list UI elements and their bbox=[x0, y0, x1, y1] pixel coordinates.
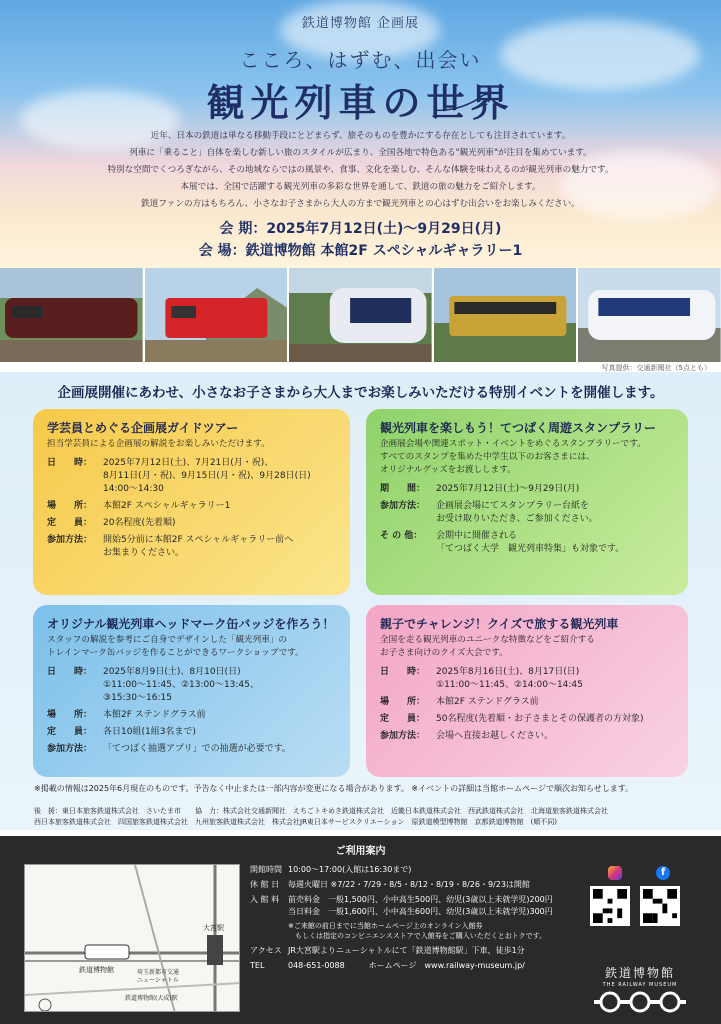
event-row bbox=[47, 709, 336, 722]
info-row bbox=[250, 960, 560, 972]
map-label-museum: 鉄道博物館 bbox=[79, 966, 114, 974]
website-link[interactable]: www.railway-museum.jp/ bbox=[424, 961, 525, 970]
exhibition-period: 会 期：2025年7月12日(土)～9月29日(月) bbox=[219, 221, 502, 237]
museum-logo-en: THE RAILWAY MUSEUM bbox=[602, 982, 678, 988]
event-row bbox=[380, 730, 674, 743]
train-photo-strip bbox=[0, 268, 721, 362]
info-row bbox=[250, 864, 560, 876]
instagram-qr-code bbox=[590, 886, 630, 926]
museum-logo-mark bbox=[592, 991, 688, 1013]
intro-line: 本展では、全国で活躍する観光列車の多彩な世界を通して、鉄道の旅の魅力をご紹介します。 bbox=[180, 182, 541, 192]
event-row bbox=[47, 517, 336, 530]
exhibition-venue: 会 場：鉄道博物館 本館2F スペシャルギャラリー1 bbox=[198, 243, 523, 259]
event-row-key: 参加方法： bbox=[47, 535, 93, 545]
event-row-value: 2025年8月16日(土)、8月17日(日) ①11:00～11:45、②14:00～14:45 bbox=[436, 667, 583, 690]
info-row bbox=[250, 945, 560, 957]
event-row-key: 日 時： bbox=[47, 458, 93, 468]
map-label-museum-station: 鉄道博物館(大成)駅 bbox=[125, 995, 178, 1002]
info-row bbox=[250, 879, 560, 891]
intro-line: 鉄道ファンの方はもちろん、小さなお子さまから大人の方まで観光列車との心はずむ出会いをお楽しみください。 bbox=[141, 199, 580, 209]
event-row-value: 50名程度(先着順・お子さまとその保護者の方対象) bbox=[436, 714, 644, 724]
event-row bbox=[47, 500, 336, 513]
event-row bbox=[380, 483, 674, 496]
event-row-value: 開始5分前に本館2F スペシャルギャラリー前へ お集まりください。 bbox=[103, 535, 294, 558]
event-row-value: 各日10組(1組3名まで) bbox=[103, 727, 196, 737]
info-value: 前売料金 一般1,500円、小中高生500円、幼児(3歳以上未就学児)200円 当日料金 一般1,600円、小中高生600円、幼児(3歳以上未就学児)300円 bbox=[288, 895, 553, 916]
event-description: 担当学芸員による企画展の解説をお楽しみいただけます。 bbox=[47, 439, 270, 449]
museum-logo-jp: 鉄道博物館 bbox=[604, 966, 675, 980]
event-row-key: 場 所： bbox=[47, 710, 93, 720]
info-key: 開館時間 bbox=[250, 865, 282, 874]
event-row-value: 会場へ直接お越しください。 bbox=[436, 731, 554, 741]
event-row bbox=[380, 500, 674, 526]
event-row-key: 日 時： bbox=[380, 667, 426, 677]
visitor-info-title: ご利用案内 bbox=[335, 846, 386, 857]
info-key: ホームページ bbox=[368, 961, 417, 970]
event-card-guide-tour bbox=[33, 409, 350, 595]
sponsors-list bbox=[34, 806, 714, 828]
event-row-key: 定 員： bbox=[380, 714, 426, 724]
event-row-key: 期 間： bbox=[380, 484, 426, 494]
event-row bbox=[380, 666, 674, 692]
event-card-quiz bbox=[366, 605, 688, 777]
facebook-qr-code bbox=[640, 886, 680, 926]
events-lead: 企画展開催にあわせ、小さなお子さまから大人までお楽しみいただける特別イベントを開催します。 bbox=[57, 385, 664, 401]
event-row-key: 参加方法： bbox=[380, 731, 426, 741]
train-photo bbox=[0, 268, 145, 362]
intro-line: 近年、日本の鉄道は単なる移動手段にとどまらず、旅そのものを豊かにする存在としても注目されています。 bbox=[150, 131, 571, 141]
event-title: 学芸員とめぐる企画展ガイドツアー bbox=[47, 421, 239, 435]
event-row-value: 本館2F スペシャルギャラリー1 bbox=[103, 501, 231, 511]
exhibition-title: 観光列車の世界 bbox=[206, 80, 515, 125]
event-row bbox=[47, 743, 336, 756]
info-key: アクセス bbox=[250, 946, 282, 955]
event-row bbox=[47, 666, 336, 705]
sponsor-line: 後 援：東日本旅客鉄道株式会社 さいたま市 協 力：株式会社交通新聞社 えちごトキめき鉄道株式会社 近畿日本鉄道株式会社 西武鉄道株式会社 北海道旅客鉄道株式会社 bbox=[34, 807, 608, 815]
intro-line: 列車に「乗ること」自体を楽しむ新しい旅のスタイルが広まり、全国各地で特色ある"観光列車"が注目を集めています。 bbox=[129, 148, 592, 158]
event-title: 観光列車を楽しもう！てつぱく周遊スタンプラリー bbox=[380, 421, 657, 435]
visitor-info-section bbox=[0, 836, 721, 1024]
title-swash-decoration bbox=[432, 92, 502, 114]
event-row-value: 「てつぱく抽選アプリ」での抽選が必要です。 bbox=[103, 744, 291, 754]
intro-line: 特別な空間でくつろぎながら、その地域ならではの風景や、食事、文化を楽しむ、そんな体験を味わえるのが観光列車の魅力です。 bbox=[107, 165, 614, 175]
access-directions: JR大宮駅よりニューシャトルにて「鉄道博物館駅」下車、徒歩1分 bbox=[288, 946, 525, 955]
event-row-value: 2025年7月12日(土)、7月21日(月・祝)、 8月11日(月・祝)、9月15日(月・祝)、9月28日(日) 14:00～14:30 bbox=[103, 458, 311, 494]
event-row-key: 場 所： bbox=[380, 697, 426, 707]
intro-text bbox=[40, 128, 681, 213]
event-description: 企画展会場や関連スポット・イベントをめぐるスタンプラリーです。 すべてのスタンプを集めた中学生以下のお客さまには、 オリジナルグッズをお渡しします。 bbox=[380, 439, 646, 475]
event-row-value: 本館2F ステンドグラス前 bbox=[436, 697, 539, 707]
event-description: スタッフの解説を参考にご自身でデザインした「観光列車」の トレインマーク缶バッジを作ることができるワークショップです。 bbox=[47, 635, 304, 658]
event-title: 親子でチャレンジ！クイズで旅する観光列車 bbox=[380, 617, 619, 631]
instagram-icon[interactable] bbox=[608, 866, 622, 880]
access-map bbox=[24, 864, 240, 1012]
info-value: 毎週火曜日 ※7/22・7/29・8/5・8/12・8/19・8/26・9/23は開館 bbox=[288, 880, 530, 889]
event-row-value: 企画展会場にてスタンプラリー台紙を お受け取りいただき、ご参加ください。 bbox=[436, 501, 598, 524]
exhibition-org-line: 鉄道博物館 企画展 bbox=[301, 16, 420, 31]
sponsor-line: 西日本旅客鉄道株式会社 四国旅客鉄道株式会社 九州旅客鉄道株式会社 株式会社JR東日本サービスクリエーション 原鉄道模型博物館 京都鉄道博物館 (順不同) bbox=[34, 818, 557, 826]
event-row-key: 場 所： bbox=[47, 501, 93, 511]
info-row bbox=[250, 894, 560, 918]
visitor-info-details bbox=[250, 864, 560, 975]
event-row-value: 本館2F ステンドグラス前 bbox=[103, 710, 206, 720]
event-row-key: 参加方法： bbox=[380, 501, 426, 511]
info-key: TEL bbox=[250, 961, 265, 970]
info-key: 入 館 料 bbox=[250, 895, 280, 904]
exhibition-subtitle: こころ、はずむ、出会い bbox=[239, 48, 482, 72]
event-row bbox=[47, 457, 336, 496]
event-row bbox=[47, 726, 336, 739]
event-row-key: そ の 他： bbox=[380, 531, 423, 541]
train-photo bbox=[578, 268, 721, 362]
event-row bbox=[47, 534, 336, 560]
map-label-newshuttle: 埼玉新都市交通 ニューシャトル bbox=[137, 969, 180, 984]
event-row-value: 2025年8月9日(土)、8月10日(日) ①11:00～11:45、②13:00～13:45、 ③15:30～16:15 bbox=[103, 667, 259, 703]
event-row bbox=[380, 713, 674, 726]
event-row bbox=[380, 530, 674, 556]
event-description: 全国を走る観光列車のユニークな特徴などをご紹介する お子さま向けのクイズ大会です。 bbox=[380, 635, 595, 658]
facebook-icon[interactable]: f bbox=[656, 866, 670, 880]
event-row-key: 定 員： bbox=[47, 518, 93, 528]
info-value: 10:00～17:00(入館は16:30まで) bbox=[288, 865, 412, 874]
event-row-key: 参加方法： bbox=[47, 744, 93, 754]
event-row bbox=[380, 696, 674, 709]
map-label-station: 大宮駅 bbox=[203, 924, 224, 932]
event-row-value: 20名程度(先着順) bbox=[103, 518, 176, 528]
event-title: オリジナル観光列車ヘッドマーク缶バッジを作ろう！ bbox=[47, 617, 335, 631]
notice-text: ※掲載の情報は2025年6月現在のものです。予告なく中止または一部内容が変更になる場合があります。 ※イベントの詳細は当館ホームページで順次お知らせします。 bbox=[34, 784, 634, 793]
info-key: 休 館 日 bbox=[250, 880, 280, 889]
event-row-key: 日 時： bbox=[47, 667, 93, 677]
train-photo bbox=[289, 268, 434, 362]
event-row-value: 2025年7月12日(土)～9月29日(月) bbox=[436, 484, 580, 494]
event-row-key: 定 員： bbox=[47, 727, 93, 737]
train-photo bbox=[434, 268, 579, 362]
event-card-badge-workshop bbox=[33, 605, 350, 777]
museum-logo bbox=[580, 964, 700, 1017]
photo-credit: 写真提供：交通新聞社（5点とも） bbox=[601, 364, 711, 372]
event-row-value: 会期中に開催される 「てつぱく大学 観光列車特集」も対象です。 bbox=[436, 531, 625, 554]
ticket-note: ※ご来館の前日までに当館ホームページ上のオンライン入館券 もしくは指定のコンビニエンスストアで入館券をご購入いただくとおトクです。 bbox=[288, 922, 547, 940]
event-card-stamp-rally bbox=[366, 409, 688, 595]
phone-number[interactable]: 048-651-0088 bbox=[288, 961, 345, 970]
train-photo bbox=[145, 268, 290, 362]
